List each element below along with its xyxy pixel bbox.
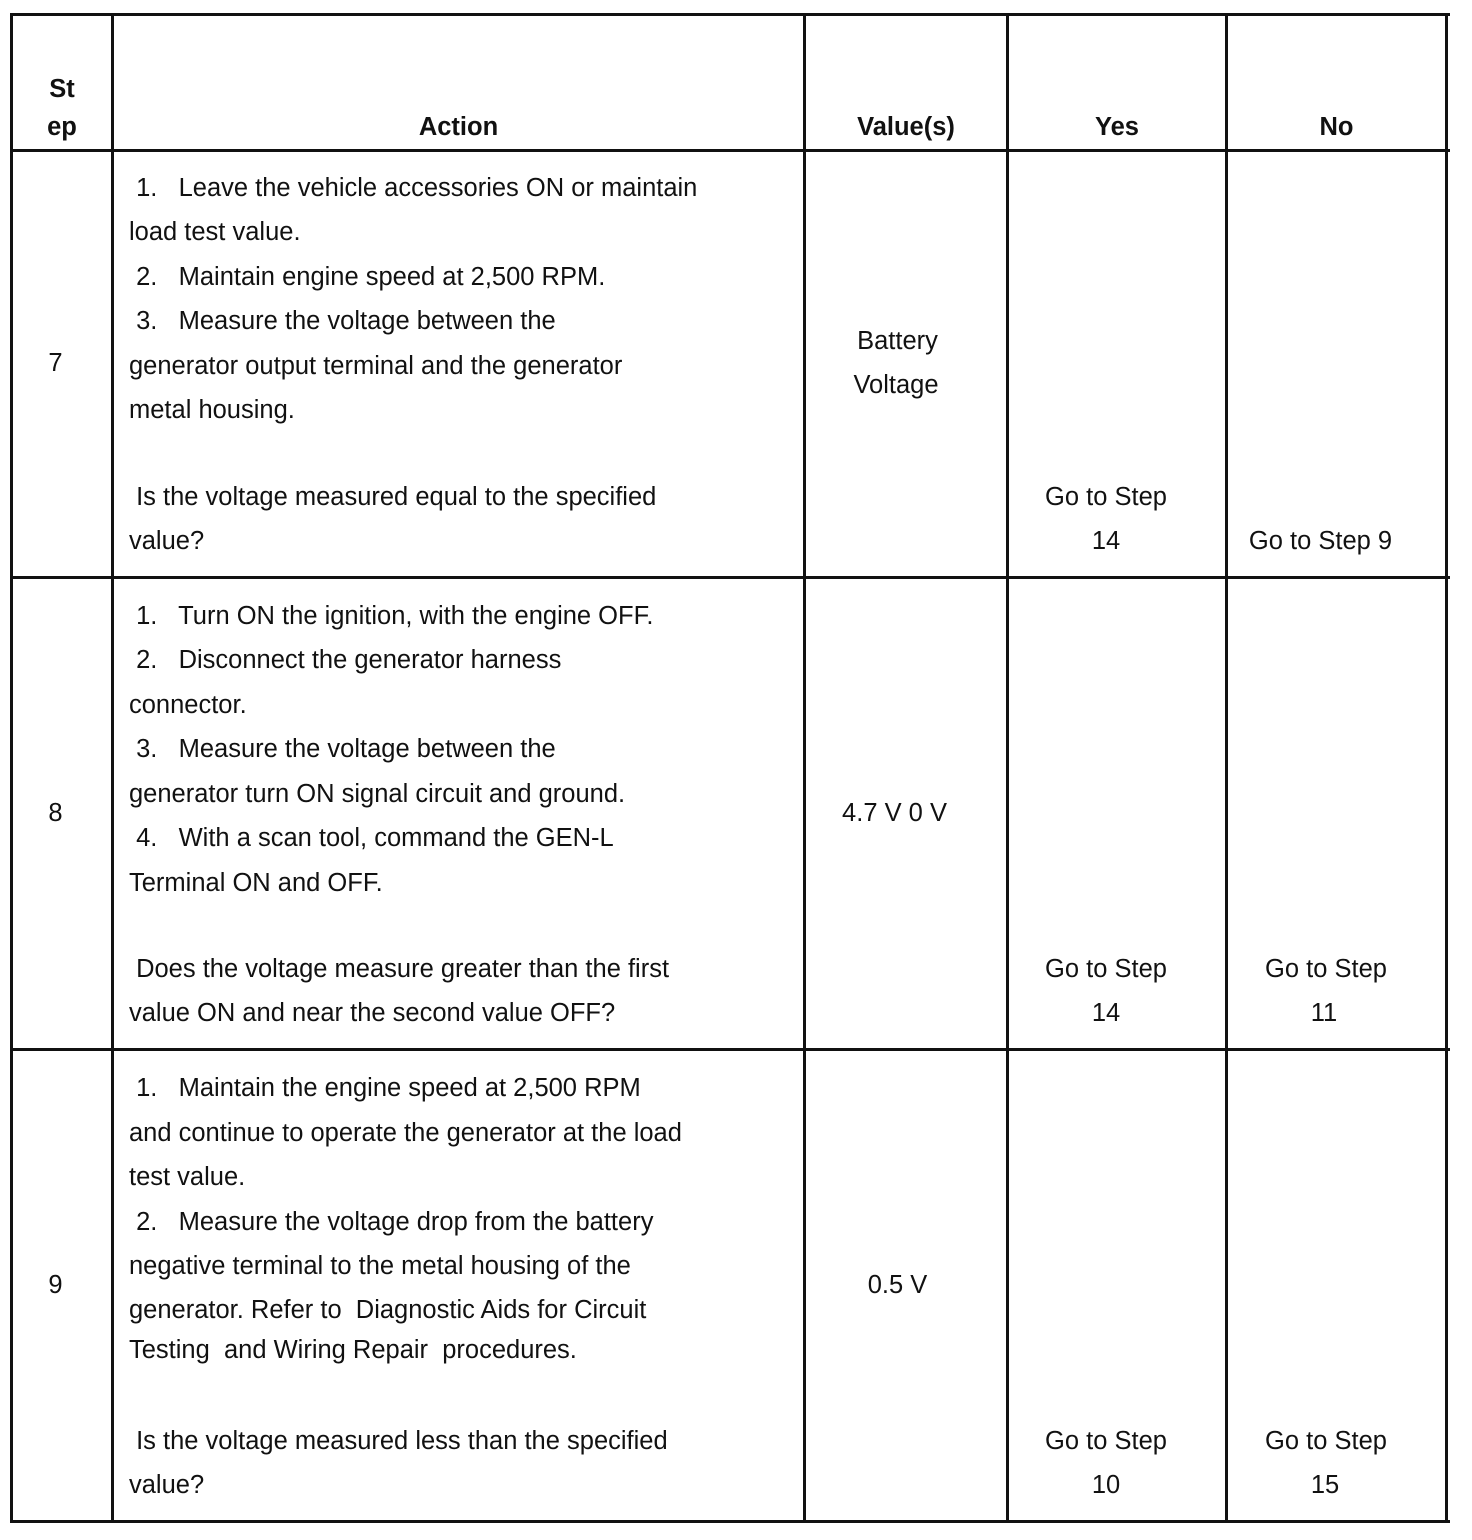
yes-line: Go to Step [1045,1427,1167,1455]
action-line: Testing and Wiring Repair procedures. [129,1336,577,1364]
action-line: test value. [129,1163,246,1191]
column-divider [111,13,114,1523]
step-number: 8 [48,799,63,827]
question-line: Is the voltage measured less than the specified [129,1427,668,1455]
column-divider [1006,13,1009,1523]
yes-line: Go to Step [1045,955,1167,983]
header-action: Action [418,113,499,141]
question-line: value ON and near the second value OFF? [129,999,616,1027]
header-values: Value(s) [857,113,955,141]
action-line: 3. Measure the voltage between the [129,735,556,763]
header-no: No [1319,113,1354,141]
action-line: 2. Maintain engine speed at 2,500 RPM. [129,263,606,291]
step-number: 9 [48,1271,63,1299]
row-divider [10,576,1450,579]
question-line: Is the voltage measured equal to the specified [129,483,657,511]
step-number: 7 [48,349,63,377]
question-line: value? [129,1471,205,1499]
action-line: 2. Disconnect the generator harness [129,646,562,674]
yes-line: 10 [1091,1471,1121,1499]
value-line: Battery [857,327,938,355]
action-line: 2. Measure the voltage drop from the battery [129,1208,654,1236]
table-border-bottom [10,1520,1450,1523]
header-step-line2: ep [47,113,77,141]
action-line: 1. Maintain the engine speed at 2,500 RPM [129,1074,641,1102]
action-line: Terminal ON and OFF. [129,869,383,897]
action-line: negative terminal to the metal housing of the [129,1252,631,1280]
header-yes: Yes [1095,113,1139,141]
yes-line: Go to Step [1045,483,1167,511]
no-line: 11 [1310,999,1338,1027]
action-line: 1. Turn ON the ignition, with the engine OFF. [129,602,654,630]
no-line: 15 [1310,1471,1340,1499]
column-divider [1225,13,1228,1523]
action-line: load test value. [129,218,301,246]
question-line: Does the voltage measure greater than the first [129,955,670,983]
action-line: 1. Leave the vehicle accessories ON or maintain [129,174,698,202]
no-line: Go to Step [1265,955,1387,983]
no-line: Go to Step [1265,1427,1387,1455]
yes-line: 14 [1091,527,1121,555]
action-line: generator turn ON signal circuit and ground. [129,780,626,808]
value-line: 4.7 V 0 V [842,799,947,827]
action-line: connector. [129,691,247,719]
value-line: 0.5 V [867,1271,928,1299]
table-border-top [10,13,1450,16]
action-line: generator. Refer to Diagnostic Aids for Circuit [129,1296,647,1324]
yes-line: 14 [1091,999,1121,1027]
action-line: metal housing. [129,396,295,424]
question-line: value? [129,527,205,555]
action-line: 4. With a scan tool, command the GEN-L [129,824,614,852]
no-line: Go to Step 9 [1248,527,1393,555]
header-step-line1: St [49,75,75,103]
value-line: Voltage [853,371,939,399]
action-line: and continue to operate the generator at the load [129,1119,682,1147]
row-divider [10,1048,1450,1051]
table-border-right [1445,13,1448,1523]
action-line: 3. Measure the voltage between the [129,307,556,335]
action-line: generator output terminal and the generator [129,352,623,380]
